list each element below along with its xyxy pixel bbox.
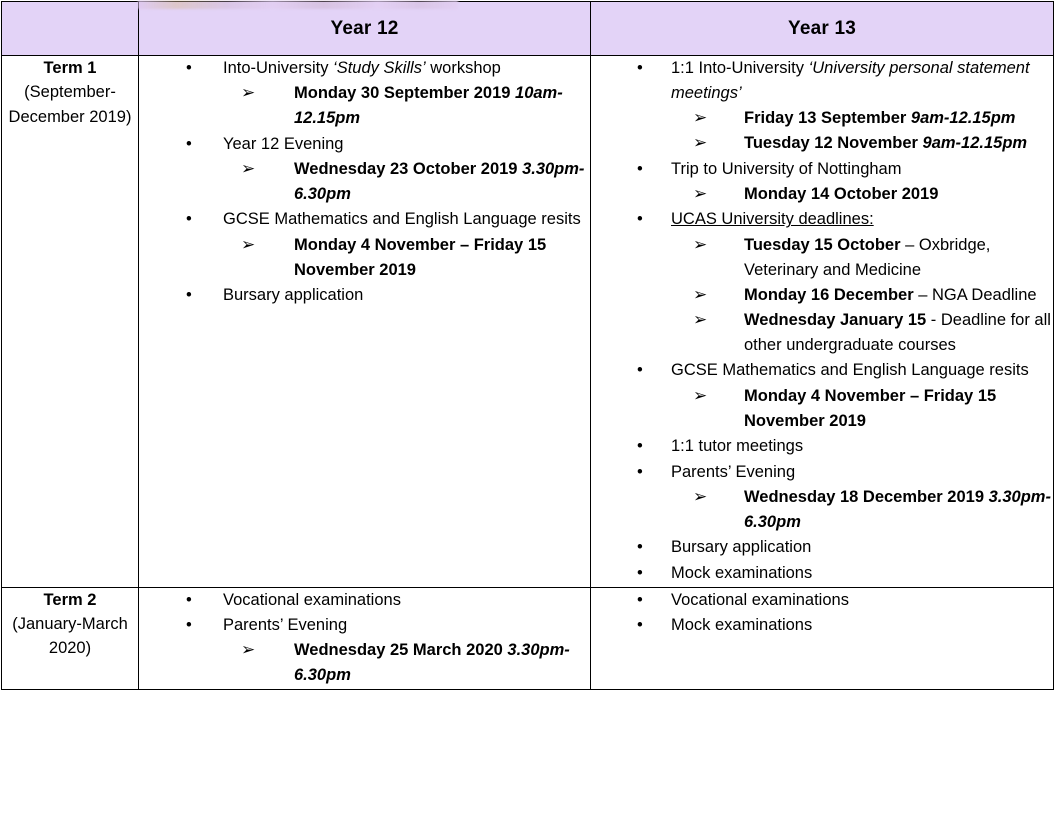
- bullet-dot-icon: •: [637, 538, 643, 557]
- list-item: [591, 588, 1053, 613]
- sub-list-item-label: Wednesday 25 March 2020 3.30pm-6.30pm: [294, 641, 570, 685]
- list-item-label: Year 12 Evening: [223, 134, 344, 153]
- bullet-list-year-13: [591, 56, 1053, 586]
- table-header-year-12: Year 12: [139, 2, 591, 56]
- sub-list-item-label: Monday 4 November – Friday 15 November 2019: [294, 235, 547, 279]
- bullet-dot-icon: •: [637, 564, 643, 583]
- year-13-cell: [591, 56, 1054, 588]
- table-header-term-column: [2, 2, 139, 56]
- bullet-dot-icon: •: [637, 590, 643, 609]
- list-item-label: Parents’ Evening: [671, 462, 796, 481]
- arrow-bullet-icon: ➢: [693, 183, 708, 203]
- sub-list-item: [671, 283, 1053, 308]
- sub-list-item: [671, 485, 1053, 535]
- sub-bullet-list: [671, 182, 1053, 207]
- bullet-dot-icon: •: [186, 210, 192, 229]
- list-item-label: Into-University ‘Study Skills’ workshop: [223, 59, 501, 77]
- list-item-label: Vocational examinations: [671, 590, 849, 609]
- bullet-dot-icon: •: [637, 159, 643, 178]
- bullet-dot-icon: •: [637, 361, 643, 380]
- arrow-bullet-icon: ➢: [693, 133, 708, 153]
- sub-list-item: [671, 182, 1053, 207]
- sub-list-item-label: Tuesday 15 October – Oxbridge, Veterinary and Medicine: [744, 235, 991, 279]
- year-12-cell: [139, 587, 591, 689]
- sub-bullet-list: [223, 81, 590, 131]
- list-item-label: Mock examinations: [671, 564, 813, 583]
- list-item-label: GCSE Mathematics and English Language resits: [671, 361, 1029, 380]
- list-item: [591, 358, 1053, 433]
- sub-list-item: [223, 157, 590, 207]
- list-item: [139, 56, 590, 131]
- list-item: [139, 588, 590, 613]
- list-item: [591, 434, 1053, 459]
- bullet-dot-icon: •: [637, 462, 643, 481]
- table-body: [2, 56, 1054, 690]
- sub-list-item-label: Monday 30 September 2019 10am-12.15pm: [294, 84, 563, 128]
- list-item-label: Vocational examinations: [223, 590, 401, 609]
- term-date-range: (September-December 2019): [8, 83, 132, 126]
- sub-list-item-label: Friday 13 September 9am-12.15pm: [744, 109, 1016, 128]
- arrow-bullet-icon: ➢: [241, 234, 256, 254]
- list-item-label: Bursary application: [671, 538, 812, 557]
- sub-bullet-list: [671, 233, 1053, 358]
- sub-list-item: [223, 638, 590, 688]
- bullet-dot-icon: •: [186, 616, 192, 635]
- bullet-dot-icon: •: [637, 437, 643, 456]
- list-item: [591, 207, 1053, 357]
- year-13-cell: [591, 587, 1054, 689]
- key-dates-table: [1, 1, 1054, 690]
- sub-list-item-label: Monday 4 November – Friday 15 November 2019: [744, 386, 997, 430]
- bullet-list-year-13: [591, 588, 1053, 639]
- list-item: [591, 561, 1053, 586]
- list-item-label: UCAS University deadlines:: [671, 210, 874, 229]
- bullet-dot-icon: •: [186, 286, 192, 305]
- sub-list-item: [671, 106, 1053, 131]
- table-row: [2, 587, 1054, 689]
- bullet-dot-icon: •: [637, 616, 643, 635]
- list-item: [139, 613, 590, 688]
- list-item: [591, 613, 1053, 638]
- table-header-year-13: Year 13: [591, 2, 1054, 56]
- term-name: Term 1: [43, 59, 97, 77]
- arrow-bullet-icon: ➢: [241, 83, 256, 103]
- sub-list-item-label: Tuesday 12 November 9am-12.15pm: [744, 134, 1028, 153]
- list-item: [591, 157, 1053, 207]
- list-item: [139, 132, 590, 207]
- list-item: [591, 535, 1053, 560]
- sub-bullet-list: [671, 106, 1053, 156]
- list-item: [139, 207, 590, 282]
- sub-list-item: [223, 233, 590, 283]
- bullet-dot-icon: •: [186, 59, 192, 77]
- term-name: Term 2: [43, 590, 97, 609]
- arrow-bullet-icon: ➢: [693, 385, 708, 405]
- list-item-label: 1:1 Into-University ‘University personal statement meetings’: [671, 59, 1030, 103]
- bullet-dot-icon: •: [637, 210, 643, 229]
- arrow-bullet-icon: ➢: [693, 234, 708, 254]
- term-date-range: (January-March 2020): [12, 614, 128, 658]
- sub-list-item-label: Monday 16 December – NGA Deadline: [744, 285, 1037, 304]
- sub-list-item: [671, 384, 1053, 434]
- list-item: [591, 56, 1053, 156]
- list-item-label: 1:1 tutor meetings: [671, 437, 804, 456]
- arrow-bullet-icon: ➢: [241, 158, 256, 178]
- term-cell: [2, 56, 139, 588]
- arrow-bullet-icon: ➢: [693, 486, 708, 506]
- sub-bullet-list: [223, 157, 590, 207]
- list-item-label: Mock examinations: [671, 616, 813, 635]
- sub-list-item: [671, 131, 1053, 156]
- sub-bullet-list: [671, 485, 1053, 535]
- bullet-dot-icon: •: [186, 590, 192, 609]
- list-item-label: GCSE Mathematics and English Language resits: [223, 210, 581, 229]
- arrow-bullet-icon: ➢: [693, 108, 708, 128]
- sub-list-item-label: Wednesday January 15 - Deadline for all other undergraduate courses: [744, 310, 1051, 354]
- sub-list-item-label: Monday 14 October 2019: [744, 184, 939, 203]
- table-header-row: [2, 2, 1054, 56]
- year-12-cell: [139, 56, 591, 588]
- bullet-list-year-12: [139, 56, 590, 308]
- term-cell: [2, 587, 139, 689]
- arrow-bullet-icon: ➢: [693, 309, 708, 329]
- sub-list-item: [671, 308, 1053, 358]
- sub-list-item: [223, 81, 590, 131]
- sub-bullet-list: [671, 384, 1053, 434]
- bullet-dot-icon: •: [637, 59, 643, 77]
- sub-list-item: [671, 233, 1053, 283]
- sub-list-item-label: Wednesday 23 October 2019 3.30pm-6.30pm: [294, 159, 585, 203]
- list-item: [591, 460, 1053, 535]
- list-item: [139, 283, 590, 308]
- sub-bullet-list: [223, 638, 590, 688]
- list-item-label: Bursary application: [223, 286, 364, 305]
- table-row: [2, 56, 1054, 588]
- list-item-label: Parents’ Evening: [223, 616, 348, 635]
- arrow-bullet-icon: ➢: [241, 640, 256, 660]
- list-item-label: Trip to University of Nottingham: [671, 159, 902, 178]
- bullet-dot-icon: •: [186, 134, 192, 153]
- bullet-list-year-12: [139, 588, 590, 689]
- sub-list-item-label: Wednesday 18 December 2019 3.30pm-6.30pm: [744, 487, 1051, 531]
- arrow-bullet-icon: ➢: [693, 284, 708, 304]
- sub-bullet-list: [223, 233, 590, 283]
